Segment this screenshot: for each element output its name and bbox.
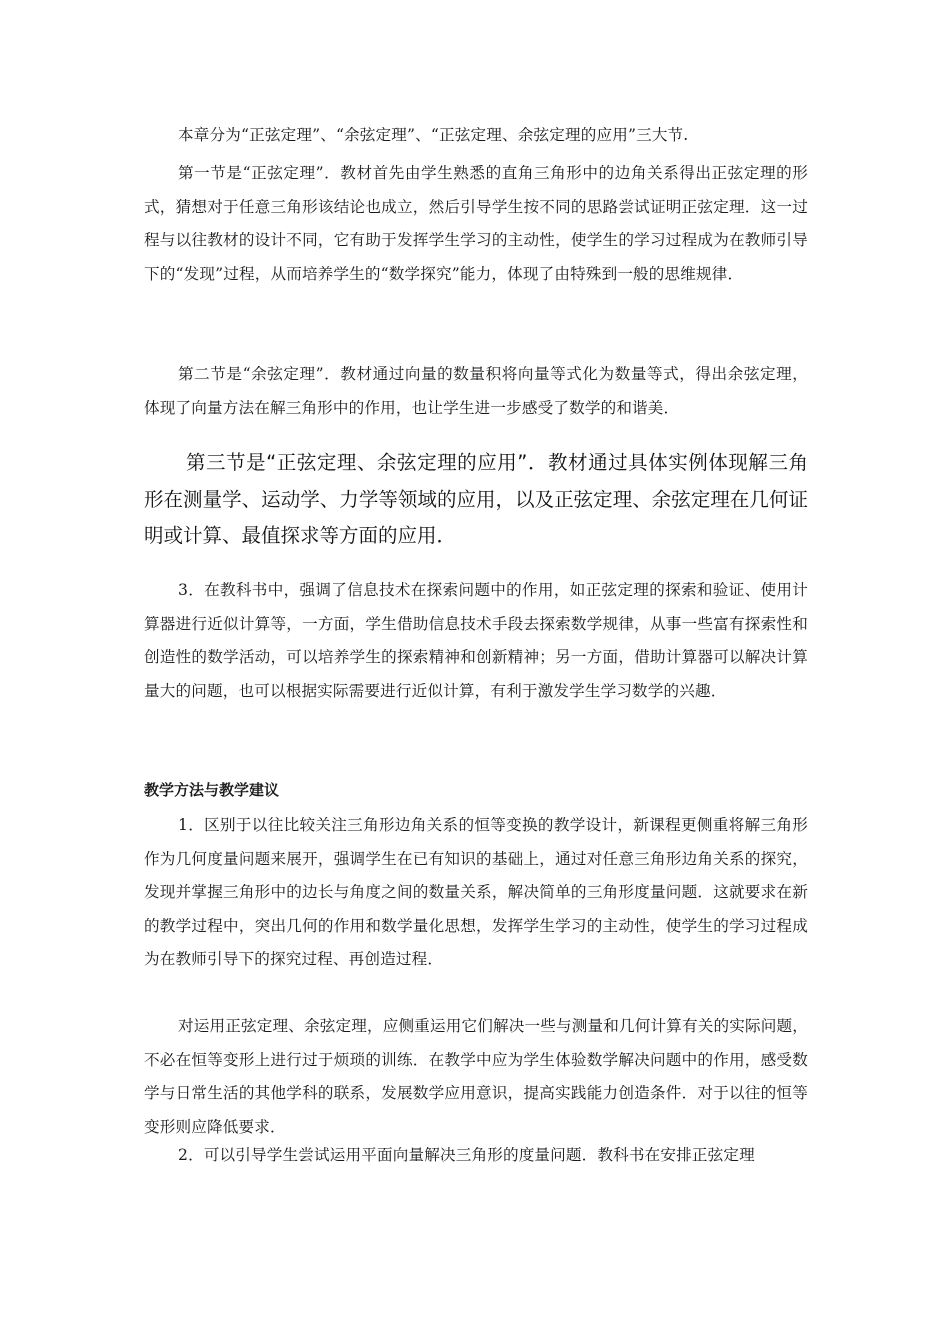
paragraph-suggestion-one	[144, 809, 808, 977]
paragraph-text: 2．可以引导学生尝试运用平面向量解决三角形的度量问题．教科书在安排正弦定理	[178, 1146, 755, 1164]
paragraph-text: 本章分为“正弦定理”、“余弦定理”、“正弦定理、余弦定理的应用”三大节.	[178, 126, 689, 144]
paragraph-text: 对运用正弦定理、余弦定理，应侧重运用它们解决一些与测量和几何计算有关的实际问题，不必在恒等变形上进行过于烦琐的训练．在教学中应为学生体验数学解决问题中的作用，感受数学与日常生活的其他学科的联系，发展数学应用意识，提高实践能力创造条件．对于以往的恒等变形则应降低要求．	[144, 1017, 808, 1136]
paragraph-text: 1．区别于以往比较关注三角形边角关系的恒等变换的教学设计，新课程更侧重将解三角形作为几何度量问题来展开，强调学生在已有知识的基础上，通过对任意三角形边角关系的探究，发现并掌握三角形中的边长与角度之间的数量关系，解决简单的三角形度量问题．这就要求在新的教学过程中，突出几何的作用和数学量化思想，发挥学生学习的主动性，使学生的学习过程成为在教师引导下的探究过程、再创造过程．	[144, 816, 808, 969]
paragraph-section-one	[144, 157, 808, 291]
paragraph-point-three	[144, 574, 808, 708]
paragraph-text: 第二节是“余弦定理”．教材通过向量的数量积将向量等式化为数量等式，得出余弦定理，体现了向量方法在解三角形中的作用，也让学生进一步感受了数学的和谐美．	[144, 365, 808, 417]
heading-text: 教学方法与教学建议	[144, 781, 280, 799]
paragraph-suggestion-two	[144, 1139, 808, 1173]
paragraph-text: 第一节是“正弦定理”．教材首先由学生熟悉的直角三角形中的边角关系得出正弦定理的形式，猜想对于任意三角形该结论也成立，然后引导学生按不同的思路尝试证明正弦定理．这一过程与以往教材的设计不同，它有助于发挥学生学习的主动性，使学生的学习过程成为在教师引导下的“发现”过程，从而培养学生的“数学探究”能力，体现了由特殊到一般的思维规律．	[144, 164, 808, 283]
paragraph-chapter-overview	[144, 119, 808, 153]
section-heading	[144, 778, 808, 802]
paragraph-section-three	[144, 445, 808, 555]
paragraph-text: 3．在教科书中，强调了信息技术在探索问题中的作用，如正弦定理的探索和验证、使用计算器进行近似计算等，一方面，学生借助信息技术手段去探索数学规律，从事一些富有探索性和创造性的数学活动，可以培养学生的探索精神和创新精神；另一方面，借助计算器可以解决计算量大的问题，也可以根据实际需要进行近似计算，有利于激发学生学习数学的兴趣．	[144, 581, 808, 700]
paragraph-text: 第三节是“正弦定理、余弦定理的应用”．教材通过具体实例体现解三角形在测量学、运动学、力学等领域的应用，以及正弦定理、余弦定理在几何证明或计算、最值探求等方面的应用．	[144, 451, 808, 548]
paragraph-section-two	[144, 358, 808, 425]
paragraph-application-note	[144, 1010, 808, 1144]
